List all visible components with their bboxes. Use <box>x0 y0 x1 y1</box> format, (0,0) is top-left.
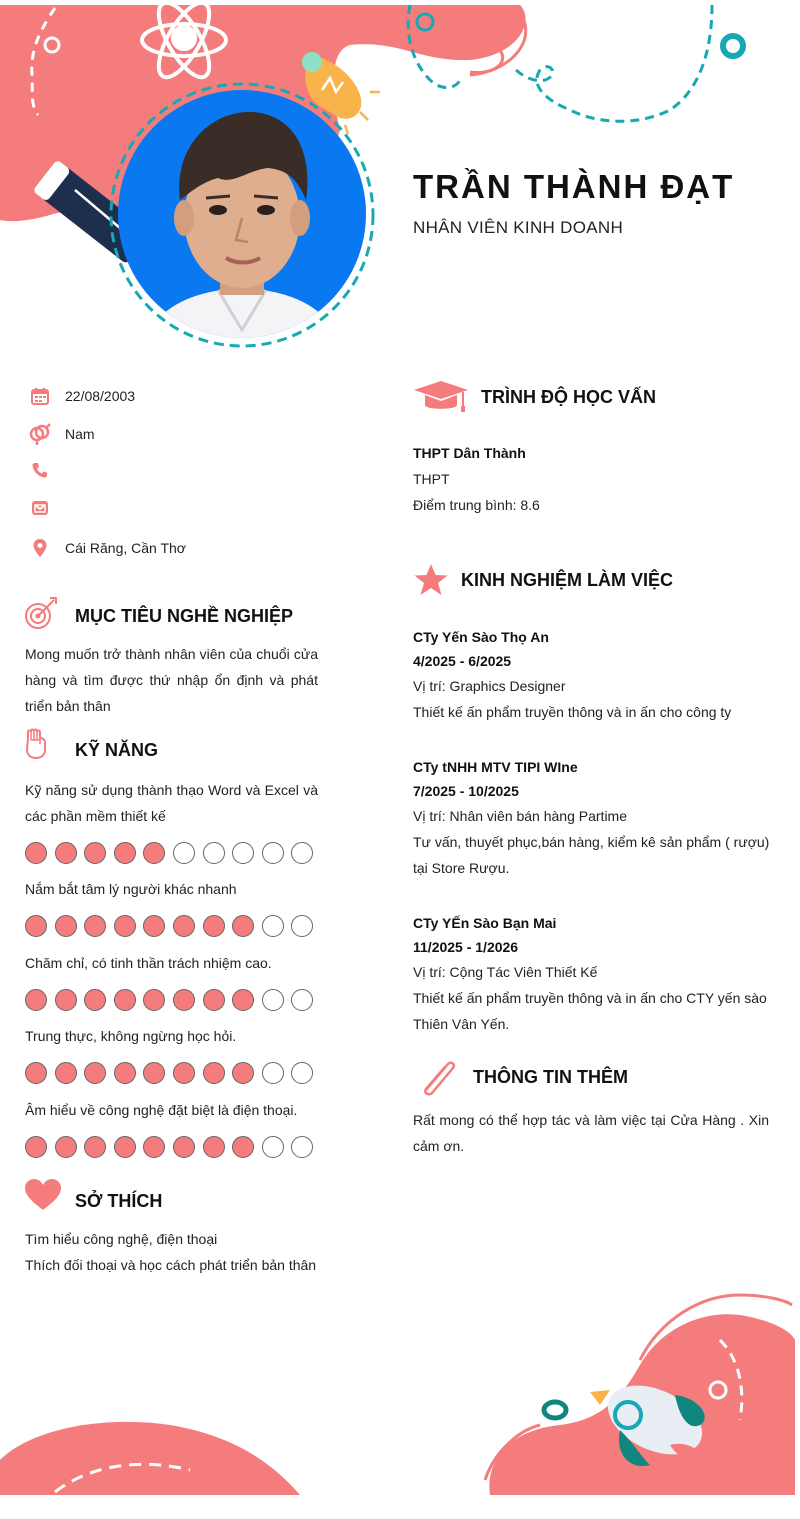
phone-icon <box>28 458 52 482</box>
rating-dot-filled <box>25 989 47 1011</box>
rating-dot-empty <box>262 989 284 1011</box>
rating-dot-filled <box>55 1062 77 1084</box>
skills-title: KỸ NĂNG <box>75 740 159 760</box>
rating-dot-filled <box>203 1062 225 1084</box>
gender-icon <box>28 422 52 446</box>
address: Cái Răng, Cần Thơ <box>65 540 186 556</box>
birthdate: 22/08/2003 <box>65 388 136 404</box>
rating-dot-filled <box>232 989 254 1011</box>
school-name: THPT Dân Thành <box>413 445 526 461</box>
address-row <box>28 536 186 560</box>
email-icon <box>28 496 52 520</box>
rating-dot-filled <box>25 915 47 937</box>
skill-rating <box>25 1136 313 1158</box>
rating-dot-filled <box>55 842 77 864</box>
rating-dot-filled <box>55 1136 77 1158</box>
extra-info-text: Rất mong có thể hợp tác và làm việc tại Cửa Hàng . Xin cảm ơn. <box>413 1112 769 1154</box>
paperclip-icon <box>416 1056 458 1103</box>
job-period: 4/2025 - 6/2025 <box>413 653 512 669</box>
rating-dot-filled <box>203 1136 225 1158</box>
skill-rating <box>25 915 313 937</box>
rating-dot-empty <box>291 989 313 1011</box>
rating-dot-filled <box>55 989 77 1011</box>
gpa: Điểm trung bình: 8.6 <box>413 497 540 513</box>
hobby-item: Tìm hiểu công nghệ, điện thoại <box>25 1231 218 1247</box>
job-company: CTy Yến Sào Thọ An <box>413 629 549 645</box>
heart-icon <box>24 1178 62 1217</box>
rating-dot-filled <box>25 1136 47 1158</box>
rating-dot-filled <box>25 842 47 864</box>
rating-dot-empty <box>203 842 225 864</box>
rating-dot-empty <box>173 842 195 864</box>
phone-row <box>28 458 65 482</box>
rating-dot-filled <box>114 1136 136 1158</box>
job-company: CTy YẾn Sào Bạn Mai <box>413 915 557 931</box>
rating-dot-empty <box>291 915 313 937</box>
rating-dot-filled <box>232 915 254 937</box>
rating-dot-filled <box>114 1062 136 1084</box>
hobby-item: Thích đối thoại và học cách phát triển bản thân <box>25 1257 317 1273</box>
full-name: TRẦN THÀNH ĐẠT <box>413 168 735 205</box>
skill-label: Nắm bắt tâm lý người khác nhanh <box>25 881 237 897</box>
rating-dot-filled <box>114 842 136 864</box>
calendar-icon <box>28 384 52 408</box>
rating-dot-filled <box>173 1136 195 1158</box>
rating-dot-filled <box>143 1062 165 1084</box>
rating-dot-filled <box>173 989 195 1011</box>
rating-dot-filled <box>143 915 165 937</box>
rating-dot-filled <box>203 989 225 1011</box>
rating-dot-filled <box>143 1136 165 1158</box>
skill-label: Trung thực, không ngừng học hỏi. <box>25 1028 237 1044</box>
rating-dot-filled <box>25 1062 47 1084</box>
job-position: Vị trí: Nhân viên bán hàng Partime <box>413 808 628 824</box>
hobbies-title: SỞ THÍCH <box>75 1191 163 1211</box>
gender-row <box>28 422 95 446</box>
rating-dot-empty <box>262 842 284 864</box>
skill-rating <box>25 842 313 864</box>
skill-label: Kỹ năng sử dụng thành thạo Word và Excel và các phần mềm thiết kế <box>25 782 318 824</box>
avatar <box>118 90 366 338</box>
rating-dot-empty <box>291 842 313 864</box>
job-description: Thiết kế ấn phẩm truyền thông và in ấn cho CTY yến sào <box>413 990 767 1006</box>
fist-icon <box>24 728 48 765</box>
rating-dot-empty <box>262 1062 284 1084</box>
experience-title: KINH NGHIỆM LÀM VIỆC <box>461 570 674 590</box>
education-title: TRÌNH ĐỘ HỌC VẤN <box>481 387 656 407</box>
rating-dot-empty <box>262 1136 284 1158</box>
rating-dot-empty <box>291 1062 313 1084</box>
job-description: tại Store Rượu. <box>413 860 510 876</box>
rating-dot-empty <box>262 915 284 937</box>
rating-dot-filled <box>84 842 106 864</box>
graduation-cap-icon <box>413 380 469 419</box>
job-period: 7/2025 - 10/2025 <box>413 783 519 799</box>
job-position: Vị trí: Graphics Designer <box>413 678 566 694</box>
extra-info-title: THÔNG TIN THÊM <box>473 1067 628 1087</box>
birthdate-row <box>28 384 135 408</box>
skill-rating <box>25 1062 313 1084</box>
target-icon <box>24 596 58 635</box>
rating-dot-filled <box>84 1136 106 1158</box>
objective-text: Mong muốn trở thành nhân viên của chuổi cửa hàng và tìm được thứ nhập ổn định và phát triển bản thân <box>25 646 318 714</box>
email-row <box>28 496 65 520</box>
job-title: NHÂN VIÊN KINH DOANH <box>413 218 624 237</box>
rating-dot-filled <box>55 915 77 937</box>
rating-dot-filled <box>232 1062 254 1084</box>
rating-dot-empty <box>291 1136 313 1158</box>
job-period: 11/2025 - 1/2026 <box>413 939 519 955</box>
skill-label: Âm hiểu về công nghệ đặt biệt là điện thoại. <box>25 1102 298 1118</box>
rating-dot-filled <box>173 915 195 937</box>
education-level: THPT <box>413 471 450 487</box>
rating-dot-filled <box>143 989 165 1011</box>
rating-dot-filled <box>143 842 165 864</box>
rating-dot-filled <box>114 989 136 1011</box>
job-description: Tư vấn, thuyết phục,bán hàng, kiểm kê sản phẩm ( rượu) <box>413 834 770 850</box>
rating-dot-filled <box>232 1136 254 1158</box>
rating-dot-filled <box>84 989 106 1011</box>
rating-dot-filled <box>84 1062 106 1084</box>
job-company: CTy tNHH MTV TIPI WIne <box>413 759 578 775</box>
job-position: Vị trí: Cộng Tác Viên Thiết Kế <box>413 964 598 980</box>
job-description: Thiên Vân Yến. <box>413 1016 510 1032</box>
location-pin-icon <box>28 536 52 560</box>
objective-title: MỤC TIÊU NGHỀ NGHIỆP <box>75 606 294 626</box>
rating-dot-filled <box>203 915 225 937</box>
rating-dot-filled <box>173 1062 195 1084</box>
rating-dot-empty <box>232 842 254 864</box>
skill-rating <box>25 989 313 1011</box>
skill-label: Chăm chỉ, có tinh thần trách nhiệm cao. <box>25 955 272 971</box>
rating-dot-filled <box>84 915 106 937</box>
job-description: Thiết kế ấn phẩm truyền thông và in ấn cho công ty <box>413 704 732 720</box>
rating-dot-filled <box>114 915 136 937</box>
gender: Nam <box>65 426 95 442</box>
star-icon <box>413 563 449 602</box>
